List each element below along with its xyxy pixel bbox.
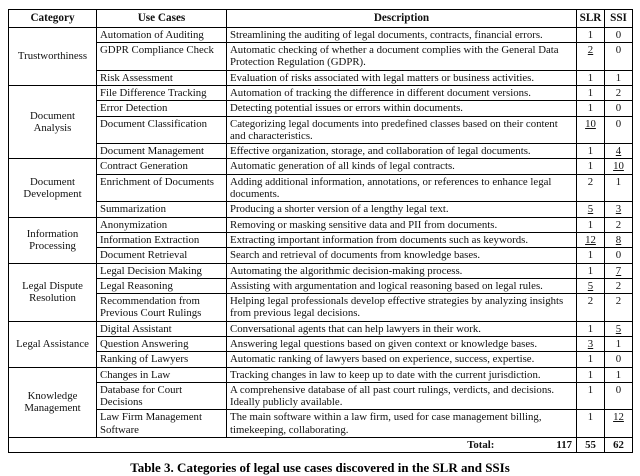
table-row (9, 382, 633, 410)
description-cell: Automating the algorithmic decision-making process. (227, 263, 577, 278)
table-row (9, 202, 633, 217)
table-row (9, 278, 633, 293)
table-row (9, 70, 633, 85)
slr-count-cell: 1 (577, 159, 605, 174)
category-cell: Document Analysis (9, 85, 97, 158)
description-cell: Automatic generation of all kinds of legal contracts. (227, 159, 577, 174)
use-case-cell: Document Retrieval (97, 248, 227, 263)
description-cell: Evaluation of risks associated with legal matters or business activities. (227, 70, 577, 85)
description-cell: Detecting potential issues or errors within documents. (227, 101, 577, 116)
use-case-cell: Digital Assistant (97, 321, 227, 336)
table-row (9, 101, 633, 116)
table-row (9, 294, 633, 322)
use-case-cell: GDPR Compliance Check (97, 43, 227, 71)
ssi-count-cell: 7 (605, 263, 633, 278)
description-cell: Removing or masking sensitive data and PII from documents. (227, 217, 577, 232)
category-cell: Document Development (9, 159, 97, 217)
use-case-cell: Question Answering (97, 337, 227, 352)
ssi-count-cell: 4 (605, 144, 633, 159)
use-case-cell: Risk Assessment (97, 70, 227, 85)
category-cell: Information Processing (9, 217, 97, 263)
use-case-cell: Enrichment of Documents (97, 174, 227, 202)
description-cell: Search and retrieval of documents from knowledge bases. (227, 248, 577, 263)
description-cell: Tracking changes in law to keep up to date with the current jurisdiction. (227, 367, 577, 382)
use-case-cell: Document Classification (97, 116, 227, 144)
table-row (9, 217, 633, 232)
ssi-count-cell: 1 (605, 337, 633, 352)
use-case-cell: Document Management (97, 144, 227, 159)
use-case-cell: Automation of Auditing (97, 27, 227, 42)
slr-count-cell: 1 (577, 144, 605, 159)
description-cell: Automatic checking of whether a document complies with the General Data Protection Regulation (GDPR). (227, 43, 577, 71)
description-cell: A comprehensive database of all past court rulings, verdicts, and decisions. Ideally publicly available. (227, 382, 577, 410)
table-body (9, 27, 633, 437)
slr-count-cell: 12 (577, 232, 605, 247)
table-row (9, 27, 633, 42)
slr-count-cell: 1 (577, 217, 605, 232)
use-case-cell: Summarization (97, 202, 227, 217)
description-cell: Adding additional information, annotations, or references to enhance legal documents. (227, 174, 577, 202)
table-row (9, 159, 633, 174)
use-case-cell: Law Firm Management Software (97, 410, 227, 438)
description-cell: Streamlining the auditing of legal documents, contracts, financial errors. (227, 27, 577, 42)
ssi-count-cell: 0 (605, 116, 633, 144)
total-ssi-value: 62 (605, 438, 633, 453)
ssi-count-cell: 2 (605, 278, 633, 293)
slr-count-cell: 1 (577, 367, 605, 382)
slr-count-cell: 5 (577, 278, 605, 293)
table-row (9, 248, 633, 263)
slr-count-cell: 1 (577, 382, 605, 410)
use-case-cell: Error Detection (97, 101, 227, 116)
table-row (9, 263, 633, 278)
table-row (9, 232, 633, 247)
use-case-cell: File Difference Tracking (97, 85, 227, 100)
ssi-count-cell: 0 (605, 382, 633, 410)
header-ssi: SSI (605, 10, 633, 28)
description-cell: The main software within a law firm, used for case management billing, timekeeping, collaborating. (227, 410, 577, 438)
slr-count-cell: 3 (577, 337, 605, 352)
header-use-cases: Use Cases (97, 10, 227, 28)
description-cell: Assisting with argumentation and logical reasoning based on legal rules. (227, 278, 577, 293)
slr-count-cell: 10 (577, 116, 605, 144)
table-row (9, 367, 633, 382)
description-cell: Automatic ranking of lawyers based on experience, success, expertise. (227, 352, 577, 367)
ssi-count-cell: 8 (605, 232, 633, 247)
slr-count-cell: 1 (577, 27, 605, 42)
table-row (9, 43, 633, 71)
table-row (9, 352, 633, 367)
slr-count-cell: 1 (577, 410, 605, 438)
slr-count-cell: 2 (577, 174, 605, 202)
ssi-count-cell: 5 (605, 321, 633, 336)
ssi-count-cell: 0 (605, 352, 633, 367)
total-label-cell (9, 438, 577, 453)
ssi-count-cell: 2 (605, 217, 633, 232)
ssi-count-cell: 0 (605, 43, 633, 71)
table-row (9, 174, 633, 202)
header-slr: SLR (577, 10, 605, 28)
ssi-count-cell: 2 (605, 294, 633, 322)
table-row (9, 116, 633, 144)
ssi-count-cell: 1 (605, 70, 633, 85)
description-cell: Categorizing legal documents into predefined classes based on their content and characteristics. (227, 116, 577, 144)
table-row (9, 321, 633, 336)
description-cell: Conversational agents that can help lawyers in their work. (227, 321, 577, 336)
description-cell: Answering legal questions based on given context or knowledge bases. (227, 337, 577, 352)
total-grand-value: 117 (556, 439, 572, 452)
category-cell: Knowledge Management (9, 367, 97, 437)
total-slr-value: 55 (577, 438, 605, 453)
category-cell: Legal Assistance (9, 321, 97, 367)
ssi-count-cell: 0 (605, 248, 633, 263)
slr-count-cell: 2 (577, 43, 605, 71)
ssi-count-cell: 2 (605, 85, 633, 100)
slr-count-cell: 1 (577, 263, 605, 278)
use-case-cell: Information Extraction (97, 232, 227, 247)
table-row (9, 85, 633, 100)
header-row (9, 10, 633, 28)
table-row (9, 144, 633, 159)
description-cell: Producing a shorter version of a lengthy legal text. (227, 202, 577, 217)
table-row (9, 337, 633, 352)
table-caption: Table 3. Categories of legal use cases discovered in the SLR and SSIs (130, 460, 510, 476)
ssi-count-cell: 12 (605, 410, 633, 438)
description-cell: Effective organization, storage, and collaboration of legal documents. (227, 144, 577, 159)
category-cell: Trustworthiness (9, 27, 97, 85)
total-row (9, 438, 633, 453)
ssi-count-cell: 0 (605, 101, 633, 116)
use-cases-table (8, 9, 633, 453)
slr-count-cell: 1 (577, 70, 605, 85)
ssi-count-cell: 1 (605, 367, 633, 382)
slr-count-cell: 5 (577, 202, 605, 217)
total-label: Total: (467, 439, 495, 452)
ssi-count-cell: 3 (605, 202, 633, 217)
slr-count-cell: 1 (577, 101, 605, 116)
use-case-cell: Legal Reasoning (97, 278, 227, 293)
header-description: Description (227, 10, 577, 28)
description-cell: Extracting important information from documents such as keywords. (227, 232, 577, 247)
ssi-count-cell: 10 (605, 159, 633, 174)
use-case-cell: Database for Court Decisions (97, 382, 227, 410)
category-cell: Legal Dispute Resolution (9, 263, 97, 321)
use-case-cell: Ranking of Lawyers (97, 352, 227, 367)
slr-count-cell: 1 (577, 352, 605, 367)
description-cell: Helping legal professionals develop effective strategies by analyzing insights from previous legal decisions. (227, 294, 577, 322)
description-cell: Automation of tracking the difference in different document versions. (227, 85, 577, 100)
ssi-count-cell: 0 (605, 27, 633, 42)
use-case-cell: Anonymization (97, 217, 227, 232)
table-row (9, 410, 633, 438)
header-category: Category (9, 10, 97, 28)
use-case-cell: Changes in Law (97, 367, 227, 382)
use-case-cell: Recommendation from Previous Court Rulings (97, 294, 227, 322)
use-case-cell: Contract Generation (97, 159, 227, 174)
use-case-cell: Legal Decision Making (97, 263, 227, 278)
slr-count-cell: 1 (577, 248, 605, 263)
table-footer (9, 438, 633, 453)
slr-count-cell: 2 (577, 294, 605, 322)
slr-count-cell: 1 (577, 321, 605, 336)
slr-count-cell: 1 (577, 85, 605, 100)
ssi-count-cell: 1 (605, 174, 633, 202)
